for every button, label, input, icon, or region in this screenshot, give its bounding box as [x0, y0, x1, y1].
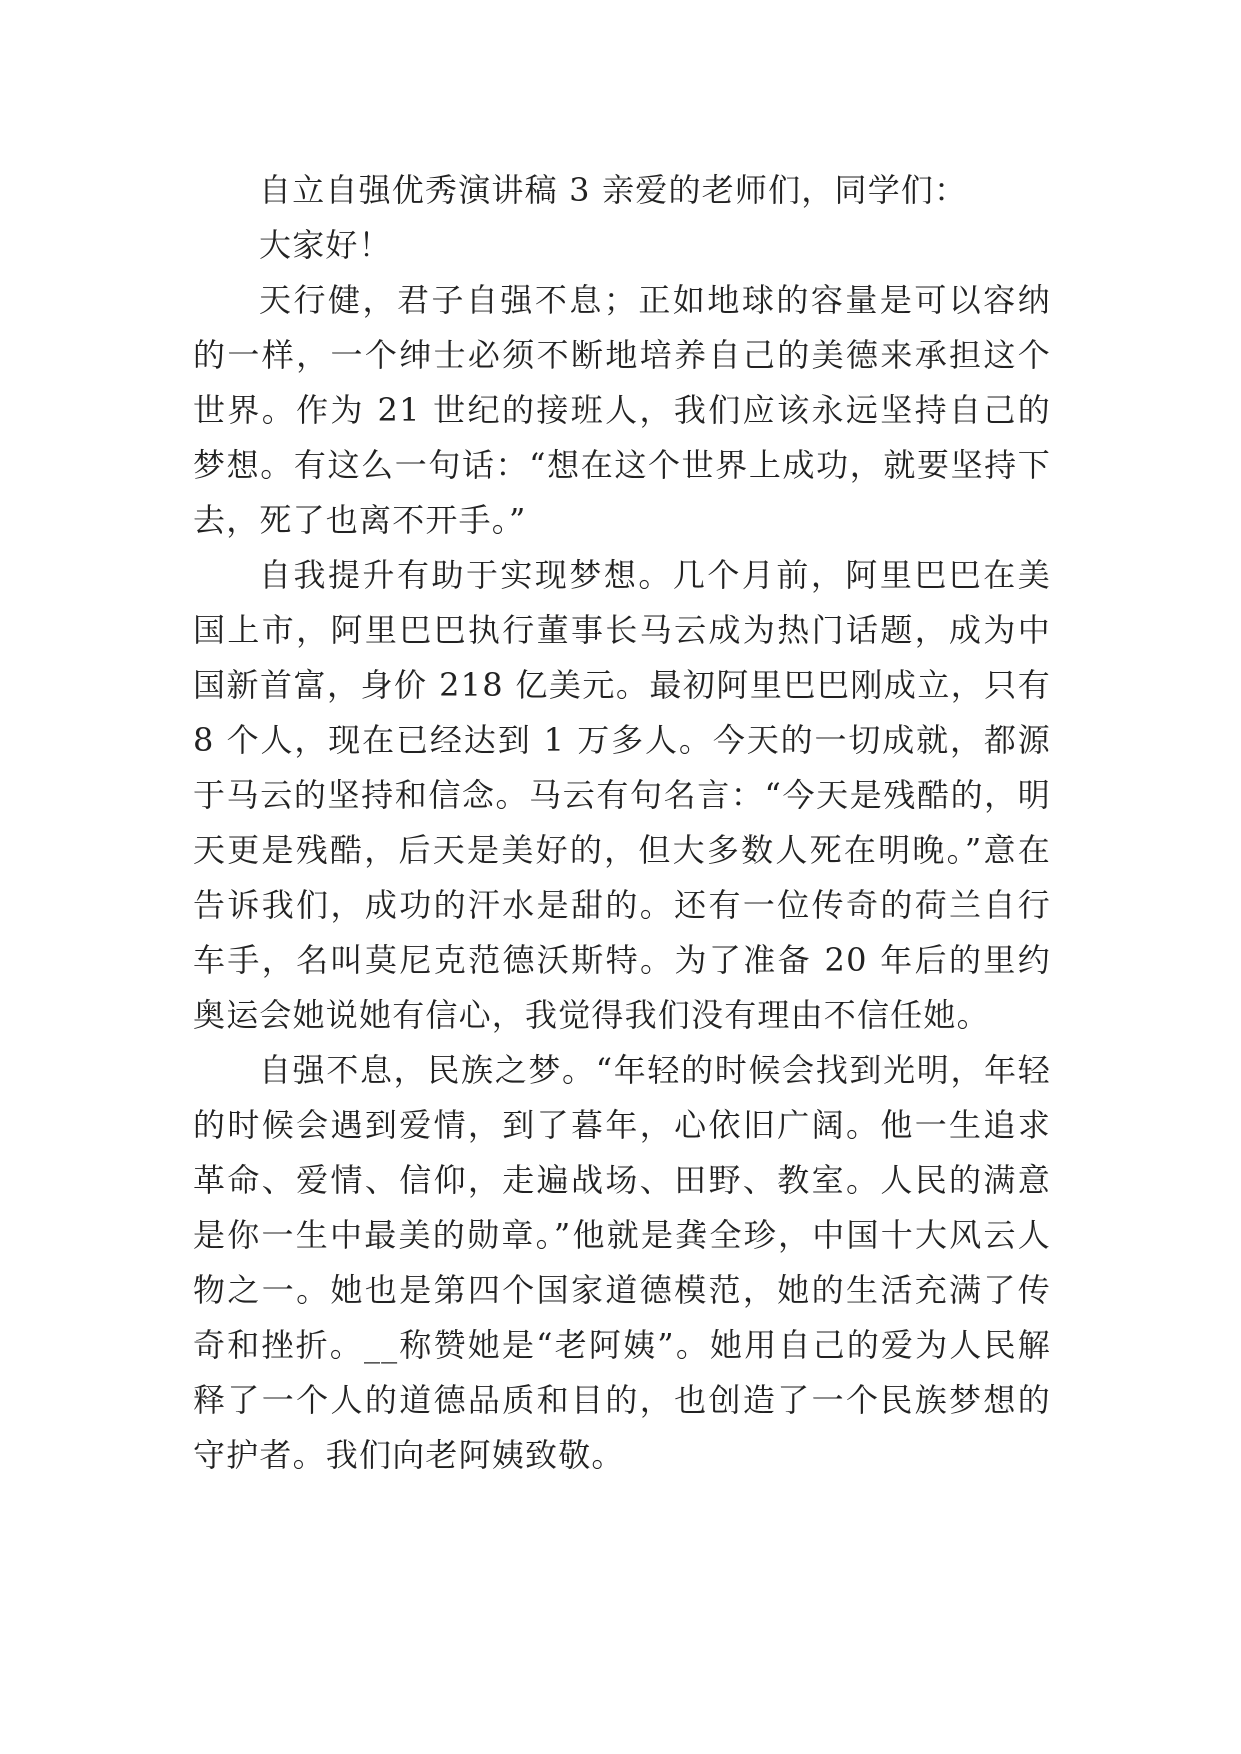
- paragraph-title-greeting: 自立自强优秀演讲稿 3 亲爱的老师们，同学们：: [259, 171, 968, 209]
- paragraph-salutation: 大家好！: [259, 226, 392, 264]
- document-body: [193, 163, 1051, 1483]
- paragraph-jack-ma: 自我提升有助于实现梦想。几个月前，阿里巴巴在美国上市，阿里巴巴执行董事长马云成为热门话题，成为中国新首富，身价 218 亿美元。最初阿里巴巴刚成立，只有 8 个人，现在已经达到 1 万多人。今天的一切成就，都源于马云的坚持和信念。马云有句名言：“今天是残酷的，明天更是残酷，后天是美好的，但大多数人死在明晚。”意在告诉我们，成功的汗水是甜的。还有一位传奇的荷兰自行车手，名叫莫尼克范德沃斯特。为了准备 20 年后的里约奥运会她说她有信心，我觉得我们没有理由不信任她。: [193, 556, 1051, 1034]
- paragraph-gong-quanzhen: 自强不息，民族之梦。“年轻的时候会找到光明，年轻的时候会遇到爱情，到了暮年，心依旧广阔。他一生追求革命、爱情、信仰，走遍战场、田野、教室。人民的满意是你一生中最美的勋章。”他就是龚全珍，中国十大风云人物之一。她也是第四个国家道德模范，她的生活充满了传奇和挫折。__称赞她是“老阿姨”。她用自己的爱为人民解释了一个人的道德品质和目的，也创造了一个民族梦想的守护者。我们向老阿姨致敬。: [193, 1051, 1051, 1474]
- paragraph-intro: 天行健，君子自强不息；正如地球的容量是可以容纳的一样，一个绅士必须不断地培养自己的美德来承担这个世界。作为 21 世纪的接班人，我们应该永远坚持自己的梦想。有这么一句话：“想在这个世界上成功，就要坚持下去，死了也离不开手。”: [193, 281, 1051, 539]
